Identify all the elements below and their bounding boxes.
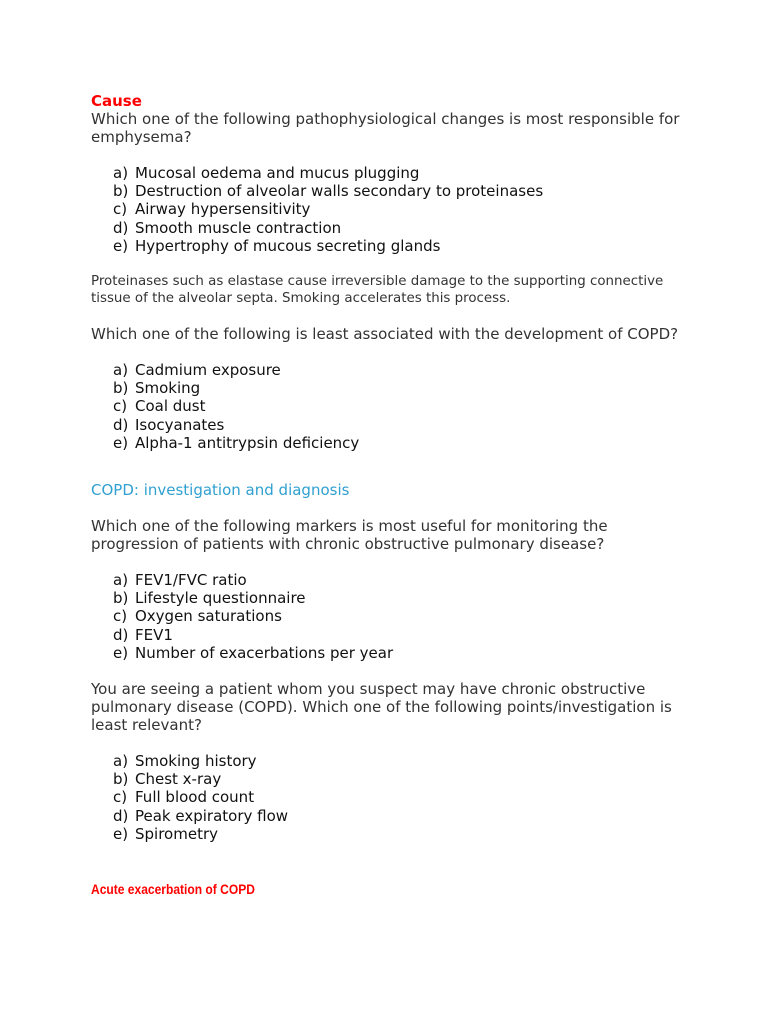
option-text: Chest x-ray: [135, 770, 222, 789]
option-item: b) Lifestyle questionnaire: [113, 589, 306, 608]
option-item: e) Alpha-1 antitrypsin deficiency: [113, 433, 360, 452]
question-4-options: [91, 752, 691, 843]
option-item: d) FEV1: [113, 625, 173, 644]
option-item: a) Smoking history: [113, 752, 257, 771]
option-text: Coal dust: [135, 397, 206, 416]
option-item: e) Spirometry: [113, 824, 218, 843]
option-item: d) Peak expiratory flow: [113, 806, 289, 825]
question-2-options: [91, 361, 691, 452]
question-3-options: [91, 571, 691, 662]
option-text: Oxygen saturations: [135, 607, 282, 626]
question-1-explanation: Proteinases such as elastase cause irreversible damage to the supporting connective tissue of the alveolar septa. Smoking accelerates this process.: [91, 274, 664, 307]
option-text: Smoking history: [135, 752, 257, 771]
question-2-text: Which one of the following is least associated with the development of COPD?: [91, 325, 679, 344]
section-heading-acute-exacerbation: Acute exacerbation of COPD: [91, 881, 255, 898]
option-item: d) Smooth muscle contraction: [113, 218, 342, 237]
option-item: e) Number of exacerbations per year: [113, 643, 394, 662]
option-text: FEV1/FVC ratio: [135, 571, 247, 590]
option-item: c) Coal dust: [113, 397, 206, 416]
option-item: a) Cadmium exposure: [113, 361, 281, 380]
question-4-text: You are seeing a patient whom you suspect may have chronic obstructive pulmonary disease (COPD). Which one of the following points/investigation is least relevant?: [91, 680, 672, 735]
option-text: Hypertrophy of mucous secreting glands: [135, 236, 441, 255]
option-text: Spirometry: [135, 824, 218, 843]
option-item: c) Full blood count: [113, 788, 255, 807]
option-item: c) Airway hypersensitivity: [113, 200, 311, 219]
option-text: Alpha-1 antitrypsin deficiency: [135, 433, 360, 452]
option-text: Number of exacerbations per year: [135, 643, 394, 662]
option-item: b) Destruction of alveolar walls secondary to proteinases: [113, 182, 544, 201]
option-item: e) Hypertrophy of mucous secreting glands: [113, 236, 441, 255]
question-1-options: [91, 164, 691, 255]
option-item: b) Chest x-ray: [113, 770, 222, 789]
option-item: a) Mucosal oedema and mucus plugging: [113, 164, 420, 182]
option-text: Destruction of alveolar walls secondary to proteinases: [135, 182, 544, 201]
option-item: b) Smoking: [113, 379, 201, 398]
question-1-text: Which one of the following pathophysiological changes is most responsible for emphysema?: [91, 110, 680, 146]
section-heading-cause: Cause: [91, 92, 142, 110]
option-item: a) FEV1/FVC ratio: [113, 571, 247, 590]
section-heading-investigation: COPD: investigation and diagnosis: [91, 481, 350, 500]
option-text: Smooth muscle contraction: [135, 218, 342, 237]
option-text: Peak expiratory flow: [135, 806, 289, 825]
option-item: c) Oxygen saturations: [113, 607, 282, 626]
option-text: Cadmium exposure: [135, 361, 281, 380]
option-item: d) Isocyanates: [113, 415, 225, 434]
option-text: Full blood count: [135, 788, 255, 807]
option-text: Lifestyle questionnaire: [135, 589, 306, 608]
option-text: Isocyanates: [135, 415, 225, 434]
option-text: Airway hypersensitivity: [135, 200, 311, 219]
question-3-text: Which one of the following markers is most useful for monitoring the progression of patients with chronic obstructive pulmonary disease?: [91, 517, 608, 554]
option-text: FEV1: [135, 625, 173, 644]
option-text: Smoking: [135, 379, 201, 398]
document-page: [91, 92, 691, 898]
option-text: Mucosal oedema and mucus plugging: [135, 164, 420, 182]
